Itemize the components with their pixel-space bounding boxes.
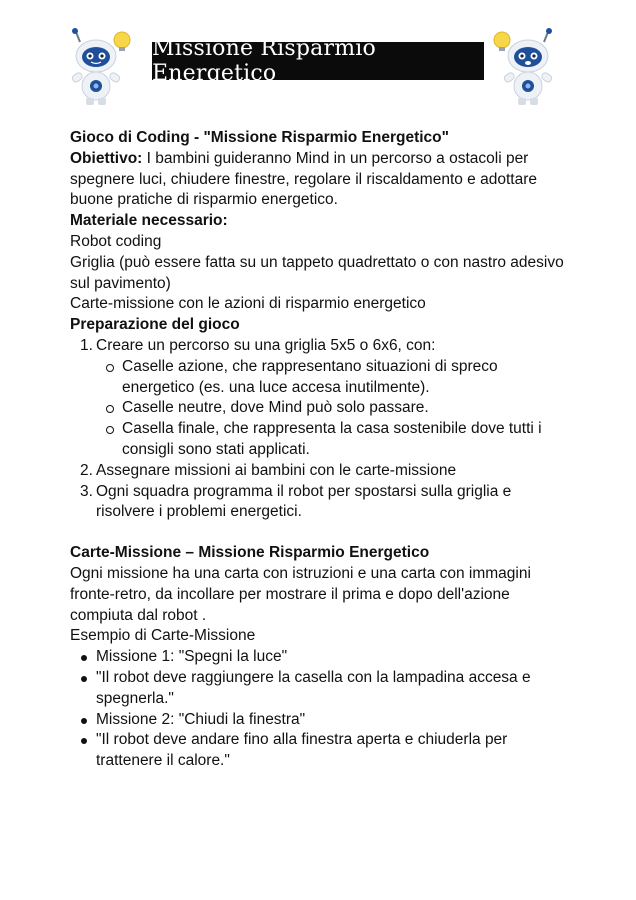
materials-heading: Materiale necessario: bbox=[70, 212, 228, 230]
step-item bbox=[70, 336, 570, 461]
robot-with-lightbulb-icon bbox=[490, 26, 560, 108]
cards-heading: Carte-Missione – Missione Risparmio Energetico bbox=[70, 544, 430, 562]
example-item: Missione 1: "Spegni la luce" bbox=[70, 647, 570, 668]
step-number: 3. bbox=[80, 482, 93, 500]
materials-item: Carte-missione con le azioni di risparmio energetico bbox=[70, 295, 426, 313]
document-heading: Gioco di Coding - "Missione Risparmio Energetico" bbox=[70, 129, 449, 146]
step-text: Assegnare missioni ai bambini con le carte-missione bbox=[96, 461, 457, 479]
step-item bbox=[70, 461, 570, 482]
page-title: Missione Risparmio Energetico bbox=[152, 42, 484, 80]
page-header bbox=[0, 0, 636, 120]
step-number: 1. bbox=[80, 336, 93, 354]
preparation-heading: Preparazione del gioco bbox=[70, 316, 240, 334]
document-body bbox=[70, 128, 570, 772]
step-item bbox=[70, 482, 570, 524]
step-text: Creare un percorso su una griglia 5x5 o 6x6, con: bbox=[96, 336, 436, 354]
example-item: "Il robot deve andare fino alla finestra aperta e chiuderla per trattenere il calore." bbox=[70, 730, 570, 772]
robot-with-lightbulb-icon bbox=[64, 26, 134, 108]
section-spacer bbox=[70, 523, 570, 543]
substep-item: Casella finale, che rappresenta la casa sostenibile dove tutti i consigli sono stati applicati. bbox=[96, 419, 570, 461]
cards-intro: Ogni missione ha una carta con istruzioni e una carta con immagini fronte-retro, da incollare per mostrare il prima e dopo dell'azione compiuta dal robot . bbox=[70, 564, 531, 624]
example-item: "Il robot deve raggiungere la casella con la lampadina accesa e spegnerla." bbox=[70, 668, 570, 710]
substep-item: Caselle neutre, dove Mind può solo passare. bbox=[96, 398, 570, 419]
substep-list bbox=[96, 357, 570, 461]
example-item: Missione 2: "Chiudi la finestra" bbox=[70, 710, 570, 731]
step-text: Ogni squadra programma il robot per spostarsi sulla griglia e risolvere i problemi energetici. bbox=[96, 482, 512, 521]
objective-label: Obiettivo: bbox=[70, 149, 143, 167]
objective-text: I bambini guideranno Mind in un percorso a ostacoli per spegnere luci, chiudere finestre, regolare il riscaldamento e adottare buone pratiche di risparmio energetico. bbox=[70, 149, 537, 209]
objective-paragraph bbox=[70, 149, 570, 211]
step-number: 2. bbox=[80, 461, 93, 479]
example-list bbox=[70, 647, 570, 772]
materials-item: Griglia (può essere fatta su un tappeto quadrettato o con nastro adesivo sul pavimento) bbox=[70, 253, 564, 292]
materials-item: Robot coding bbox=[70, 232, 162, 250]
example-heading: Esempio di Carte-Missione bbox=[70, 627, 256, 645]
substep-item: Caselle azione, che rappresentano situazioni di spreco energetico (es. una luce accesa inutilmente). bbox=[96, 357, 570, 399]
preparation-steps bbox=[70, 336, 570, 523]
